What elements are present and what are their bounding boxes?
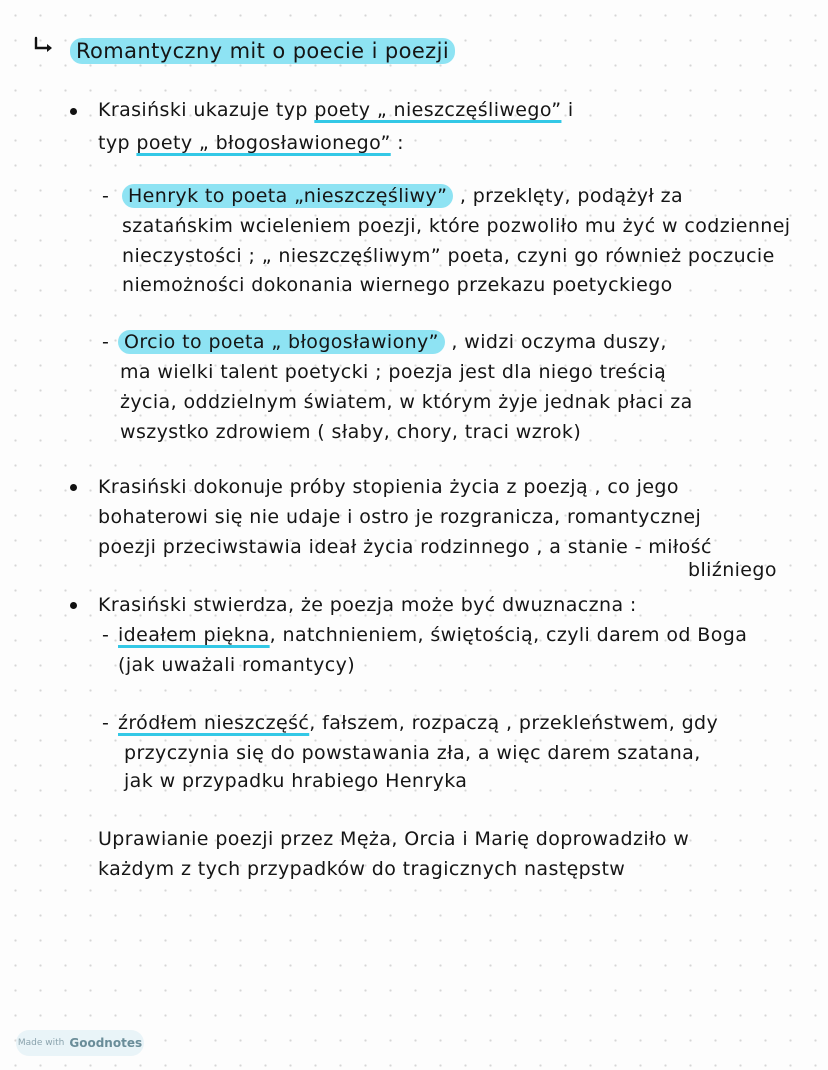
orcio-highlight: Orcio to poeta „ błogosławiony” (118, 330, 445, 354)
bullet-point-1 (70, 108, 77, 115)
henryk-line3: nieczystości ; „ nieszczęśliwym” poeta, czyni go również poczucie (122, 245, 775, 267)
source-misfortune-term: źródłem nieszczęść (118, 712, 310, 734)
point1-line2: typ poety „ błogosławionego” : (98, 132, 404, 154)
point2-line1: Krasiński dokonuje próby stopienia życia z poezją , co jego (98, 476, 679, 498)
dash-henryk: - (102, 185, 109, 207)
dash-ideal: - (102, 624, 109, 646)
point3-line1: Krasiński stwierdza, że poezja może być dwuznaczna : (98, 594, 637, 616)
unhappy-poet-term: poety „ nieszczęśliwego” (314, 99, 562, 121)
title-highlight: Romantyczny mit o poecie i poezji (70, 38, 455, 64)
made-with-goodnotes-badge[interactable] (16, 1030, 144, 1056)
orcio-line4: wszystko zdrowiem ( słaby, chory, traci wzrok) (120, 421, 582, 443)
ideal-line1: ideałem piękna, natchnieniem, świętością, czyli darem od Boga (118, 624, 748, 646)
source-line2: przyczynia się do powstawania zła, a więc darem szatana, (124, 742, 701, 764)
source-line1: źródłem nieszczęść, fałszem, rozpaczą , przekleństwem, gdy (118, 712, 719, 734)
ideal-line2: (jak uważali romantycy) (118, 654, 356, 676)
badge-prefix: Made with (17, 1038, 65, 1048)
henryk-line1: Henryk to poeta „nieszczęśliwy” , przeklęty, podążył za (122, 183, 683, 209)
point2-line3: poezji przeciwstawia ideał życia rodzinnego , a stanie - miłość (98, 536, 712, 558)
blessed-poet-term: poety „ błogosławionego” (136, 132, 391, 154)
orcio-line2: ma wielki talent poetycki ; poezja jest dla niego treścią (120, 361, 667, 383)
henryk-line4: niemożności dokonania wiernego przekazu poetyckiego (122, 274, 673, 296)
point1-line1: Krasiński ukazuje typ poety „ nieszczęśliwego” i (98, 99, 574, 121)
note-title (70, 38, 455, 64)
source-line3: jak w przypadku hrabiego Henryka (124, 770, 468, 792)
badge-brand: Goodnotes (69, 1036, 143, 1050)
arrow-icon (32, 36, 58, 56)
conclusion-line2: każdym z tych przypadków do tragicznych następstw (98, 858, 626, 880)
dash-orcio: - (102, 331, 109, 353)
bullet-point-2 (70, 484, 77, 491)
orcio-line1: Orcio to poeta „ błogosławiony” , widzi oczyma duszy, (118, 329, 667, 355)
ideal-beauty-term: ideałem piękna (118, 624, 270, 646)
henryk-line2: szatańskim wcieleniem poezji, które pozwoliło mu żyć w codziennej (122, 215, 791, 237)
conclusion-line1: Uprawianie poezji przez Męża, Orcia i Marię doprowadziło w (98, 828, 690, 850)
point2-line4: bliźniego (688, 559, 777, 581)
dash-source: - (102, 712, 109, 734)
henryk-highlight: Henryk to poeta „nieszczęśliwy” (122, 184, 453, 208)
orcio-line3: życia, oddzielnym światem, w którym żyje jednak płaci za (120, 391, 693, 413)
bullet-point-3 (70, 602, 77, 609)
point2-line2: bohaterowi się nie udaje i ostro je rozgranicza, romantycznej (98, 506, 702, 528)
